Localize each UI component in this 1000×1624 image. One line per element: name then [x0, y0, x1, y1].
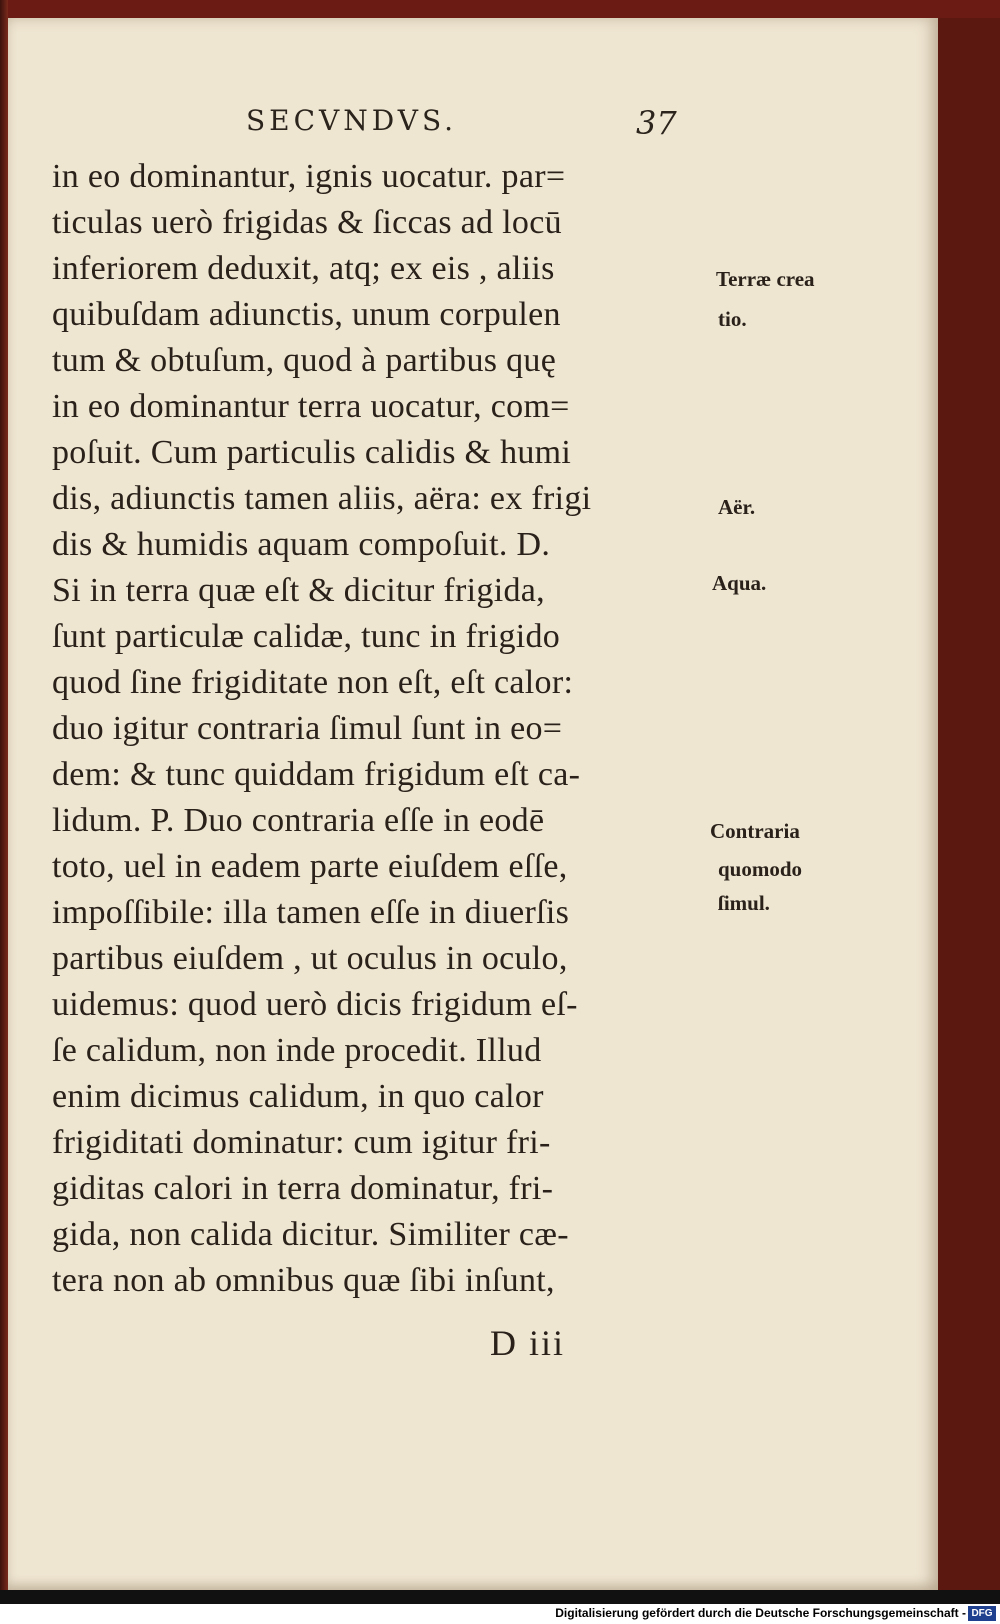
- text-line: quod ſine frigiditate non eſt, eſt calor:: [52, 664, 574, 701]
- book-spine-edge: [0, 0, 8, 1604]
- text-line: toto, uel in eadem parte eiuſdem eſſe,: [52, 848, 568, 885]
- text-line: partibus eiuſdem , ut oculus in oculo,: [52, 940, 568, 977]
- body-text: [52, 154, 712, 1304]
- text-line: frigiditati dominatur: cum igitur fri-: [52, 1124, 551, 1161]
- text-line: lidum. P. Duo contraria eſſe in eodē: [52, 802, 545, 839]
- text-line: enim dicimus calidum, in quo calor: [52, 1078, 544, 1115]
- text-line: dis, adiunctis tamen aliis, aëra: ex frigi: [52, 480, 592, 517]
- footer-credit: Digitalisierung gefördert durch die Deutsche Forschungsgemeinschaft -: [555, 1606, 966, 1620]
- dfg-logo-icon: DFG: [968, 1606, 996, 1621]
- running-head: SECVNDVS.: [246, 104, 458, 137]
- text-line: poſuit. Cum particulis calidis & humi: [52, 434, 572, 471]
- text-line: in eo dominantur, ignis uocatur. par=: [52, 158, 566, 195]
- text-line: tum & obtuſum, quod à partibus quę: [52, 342, 557, 379]
- marginal-note-terrae: Terræ crea: [716, 267, 815, 291]
- marginal-note-aer: Aër.: [718, 495, 756, 519]
- marginal-note-contraria: Contraria: [710, 819, 800, 843]
- marginal-note-quomodo: quomodo: [718, 857, 803, 881]
- text-line: duo igitur contraria ſimul ſunt in eo=: [52, 710, 563, 747]
- text-line: gida, non calida dicitur. Similiter cæ-: [52, 1216, 569, 1253]
- marginal-note-aqua: Aqua.: [712, 571, 767, 595]
- page-number: 37: [636, 104, 677, 142]
- text-line: ticulas uerò frigidas & ſiccas ad locū: [52, 204, 562, 241]
- text-line: dem: & tunc quiddam frigidum eſt ca-: [52, 756, 581, 793]
- text-line: Si in terra quæ eſt & dicitur frigida,: [52, 572, 545, 609]
- text-line: dis & humidis aquam compoſuit. D.: [52, 526, 551, 563]
- text-line: in eo dominantur terra uocatur, com=: [52, 388, 570, 425]
- text-line: giditas calori in terra dominatur, fri-: [52, 1170, 554, 1207]
- text-line: ſunt particulæ calidæ, tunc in frigido: [52, 618, 561, 655]
- text-line: quibuſdam adiunctis, unum corpulen: [52, 296, 561, 333]
- text-line: uidemus: quod uerò dicis frigidum eſ-: [52, 986, 578, 1023]
- text-line: impoſſibile: illa tamen eſſe in diuerſis: [52, 894, 570, 931]
- signature-mark: D iii: [490, 1323, 566, 1363]
- text-line: inferiorem deduxit, atq; ex eis , aliis: [52, 250, 555, 287]
- text-line: tera non ab omnibus quæ ſibi inſunt,: [52, 1262, 555, 1299]
- marginal-note-tio: tio.: [718, 307, 747, 331]
- binding-strip: [938, 18, 1000, 1590]
- bottom-edge: [0, 1590, 1000, 1604]
- marginal-note-simul: ſimul.: [718, 891, 770, 915]
- text-line: ſe calidum, non inde procedit. Illud: [52, 1032, 542, 1069]
